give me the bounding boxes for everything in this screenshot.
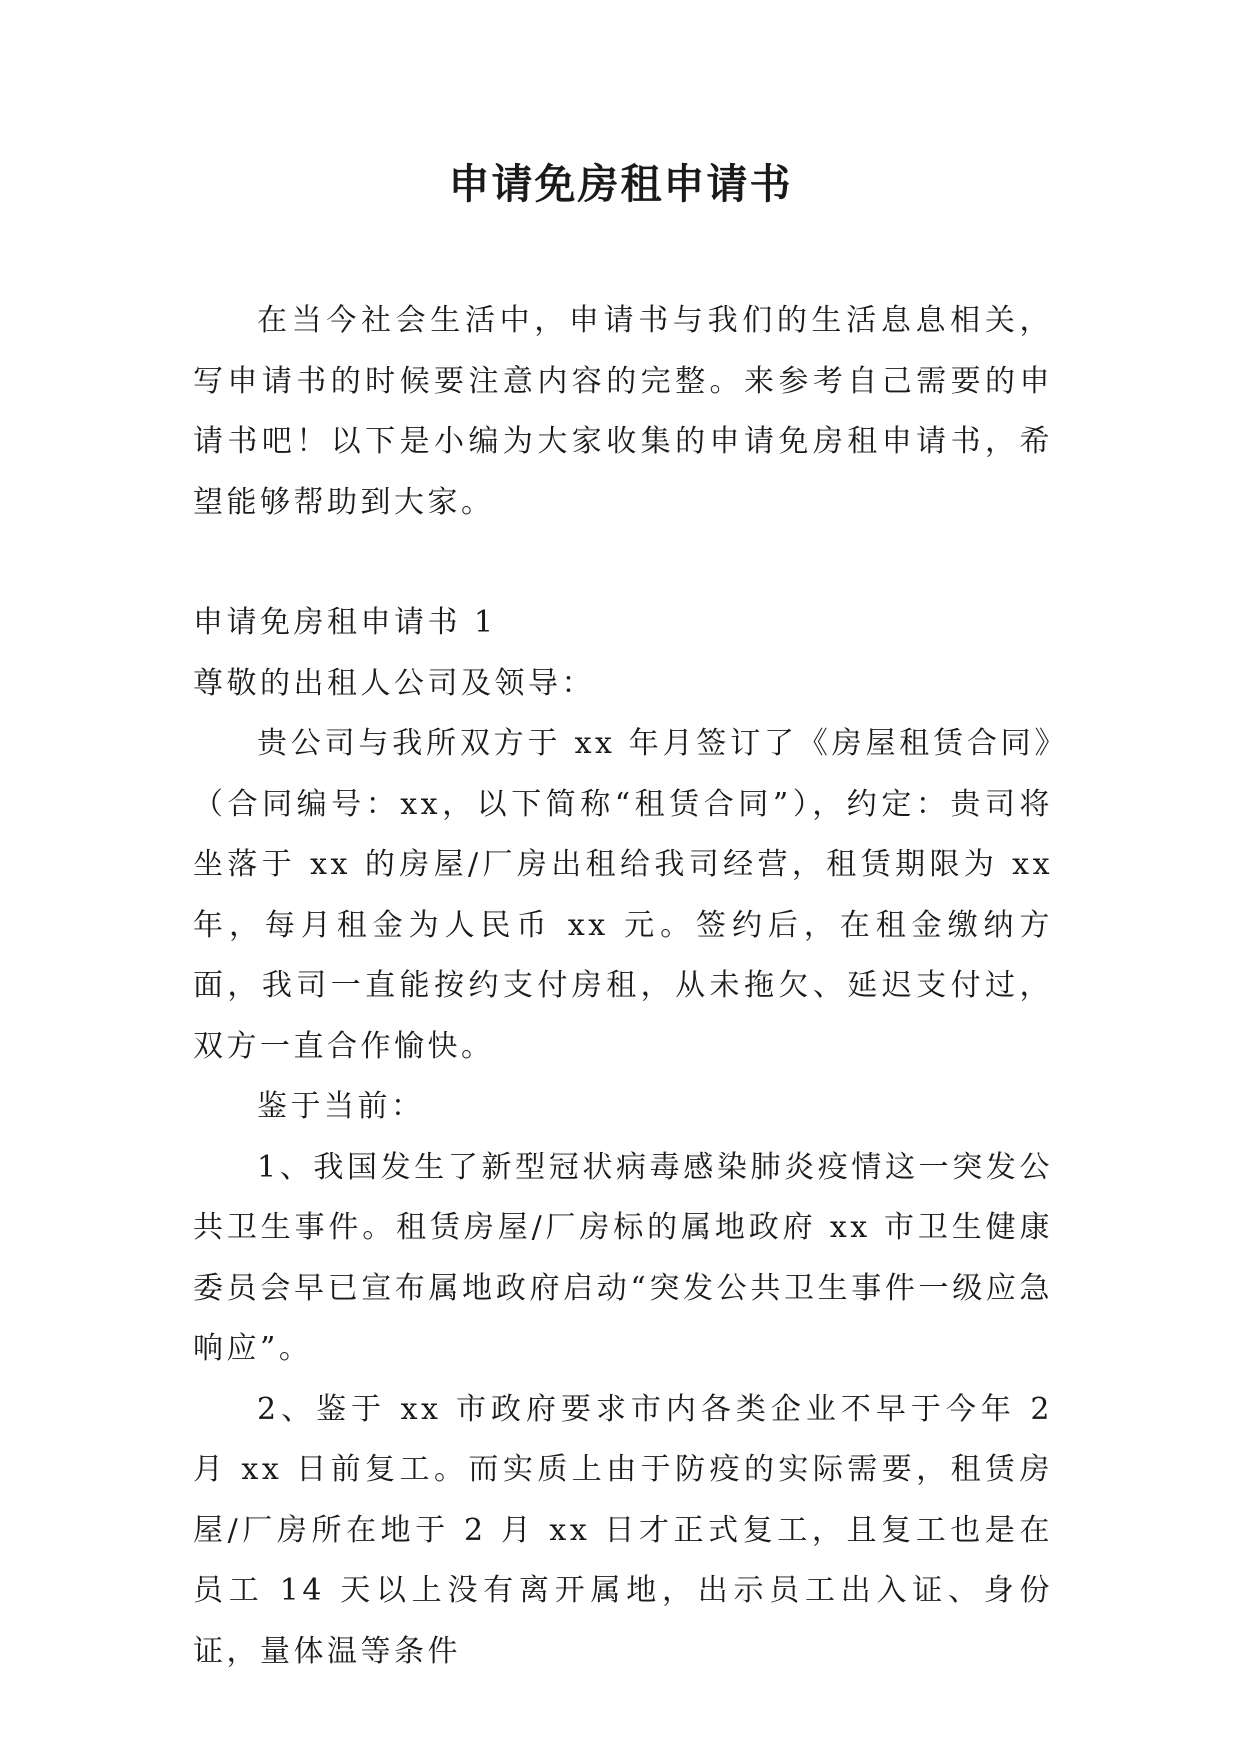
document-body [193, 291, 1053, 1682]
body-paragraph-point-1: 1、我国发生了新型冠状病毒感染肺炎疫情这一突发公共卫生事件。租赁房屋/厂房标的属地政府 xx 市卫生健康委员会早已宣布属地政府启动“突发公共卫生事件一级应急响应”。 [193, 1149, 1053, 1366]
body-paragraph-point-2: 2、鉴于 xx 市政府要求市内各类企业不早于今年 2 月 xx 日前复工。而实质上由于防疫的实际需要，租赁房屋/厂房所在地于 2 月 xx 日才正式复工，且复工也是在员工 14 天以上没有离开属地，出示员工出入证、身份证，量体温等条件 [193, 1391, 1053, 1669]
salutation: 尊敬的出租人公司及领导： [193, 665, 595, 701]
body-paragraph-lease: 贵公司与我所双方于 xx 年月签订了《房屋租赁合同》（合同编号：xx，以下简称“租赁合同”），约定：贵司将坐落于 xx 的房屋/厂房出租给我司经营，租赁期限为 xx 年，每月租金为人民币 xx 元。签约后，在租金缴纳方面，我司一直能按约支付房租，从未拖欠、延迟支付过，双方一直合作愉快。 [193, 726, 1053, 1064]
document-title: 申请免房租申请书 [448, 160, 793, 208]
intro-paragraph: 在当今社会生活中，申请书与我们的生活息息相关，写申请书的时候要注意内容的完整。来参考自己需要的申请书吧！以下是小编为大家收集的申请免房租申请书，希望能够帮助到大家。 [193, 303, 1053, 520]
paragraph-gap [193, 533, 1053, 593]
section-heading: 申请免房租申请书 1 [193, 605, 497, 640]
body-paragraph-given: 鉴于当前： [257, 1089, 425, 1124]
